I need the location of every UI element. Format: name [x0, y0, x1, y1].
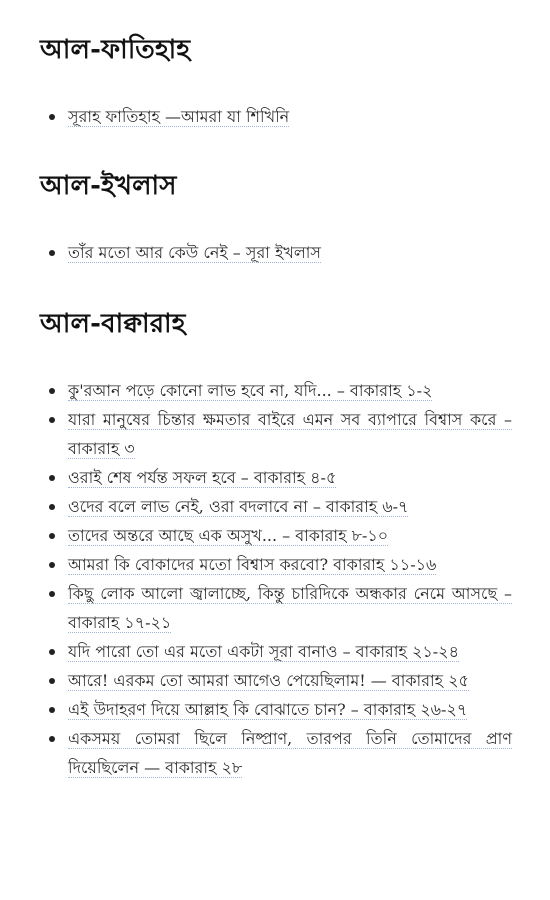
article-link[interactable]: এই উদাহরণ দিয়ে আল্লাহ কি বোঝাতে চান? – বাকারাহ ২৬-২৭ — [68, 700, 468, 719]
article-link[interactable]: যদি পারো তো এর মতো একটা সূরা বানাও – বাকারাহ ২১-২৪ — [68, 642, 459, 661]
section-al-baqarah — [40, 267, 512, 782]
list-item — [40, 666, 512, 695]
list-item — [40, 463, 512, 492]
article-link[interactable]: যারা মানুষের চিন্তার ক্ষমতার বাইরে এমন সব ব্যাপারে বিশ্বাস করে – বাকারাহ ৩ — [68, 410, 512, 458]
article-link[interactable]: ওদের বলে লাভ নেই, ওরা বদলাবে না – বাকারাহ ৬-৭ — [68, 497, 409, 516]
article-list — [40, 376, 512, 782]
list-item — [40, 238, 512, 267]
article-link[interactable]: সূরাহ ফাতিহাহ —আমরা যা শিখিনি — [68, 107, 290, 126]
list-item — [40, 579, 512, 637]
article-link[interactable]: আমরা কি বোকাদের মতো বিশ্বাস করবো? বাকারাহ ১১-১৬ — [68, 555, 437, 574]
article-link[interactable]: আরে! এরকম তো আমরা আগেও পেয়েছিলাম! — বাকারাহ ২৫ — [68, 671, 469, 690]
list-item — [40, 695, 512, 724]
article-list — [40, 238, 512, 267]
section-title: আল-বাক্বারাহ — [40, 309, 186, 339]
section-title: আল-ইখলাস — [40, 171, 177, 201]
section-al-ikhlas — [40, 131, 512, 267]
article-link[interactable]: একসময় তোমরা ছিলে নিষ্প্রাণ, তারপর তিনি তোমাদের প্রাণ দিয়েছিলেন — বাকারাহ ২৮ — [68, 729, 512, 777]
list-item — [40, 550, 512, 579]
article-link[interactable]: ওরাই শেষ পর্যন্ত সফল হবে – বাকারাহ ৪-৫ — [68, 468, 337, 487]
list-item — [40, 376, 512, 405]
article-list — [40, 102, 512, 131]
section-al-fatihah — [40, 0, 512, 131]
list-item — [40, 521, 512, 550]
article-link[interactable]: তাঁর মতো আর কেউ নেই – সূরা ইখলাস — [68, 243, 321, 262]
list-item — [40, 102, 512, 131]
list-item — [40, 724, 512, 782]
section-title: আল-ফাতিহাহ — [40, 35, 191, 65]
list-item — [40, 637, 512, 666]
list-item — [40, 492, 512, 521]
article-link[interactable]: কু'রআন পড়ে কোনো লাভ হবে না, যদি... – বাকারাহ ১-২ — [68, 381, 433, 400]
list-item — [40, 405, 512, 463]
article-link[interactable]: তাদের অন্তরে আছে এক অসুখ... – বাকারাহ ৮-১০ — [68, 526, 389, 545]
article-link[interactable]: কিছু লোক আলো জ্বালাচ্ছে, কিন্তু চারিদিকে অন্ধকার নেমে আসছে – বাকারাহ ১৭-২১ — [68, 584, 512, 632]
